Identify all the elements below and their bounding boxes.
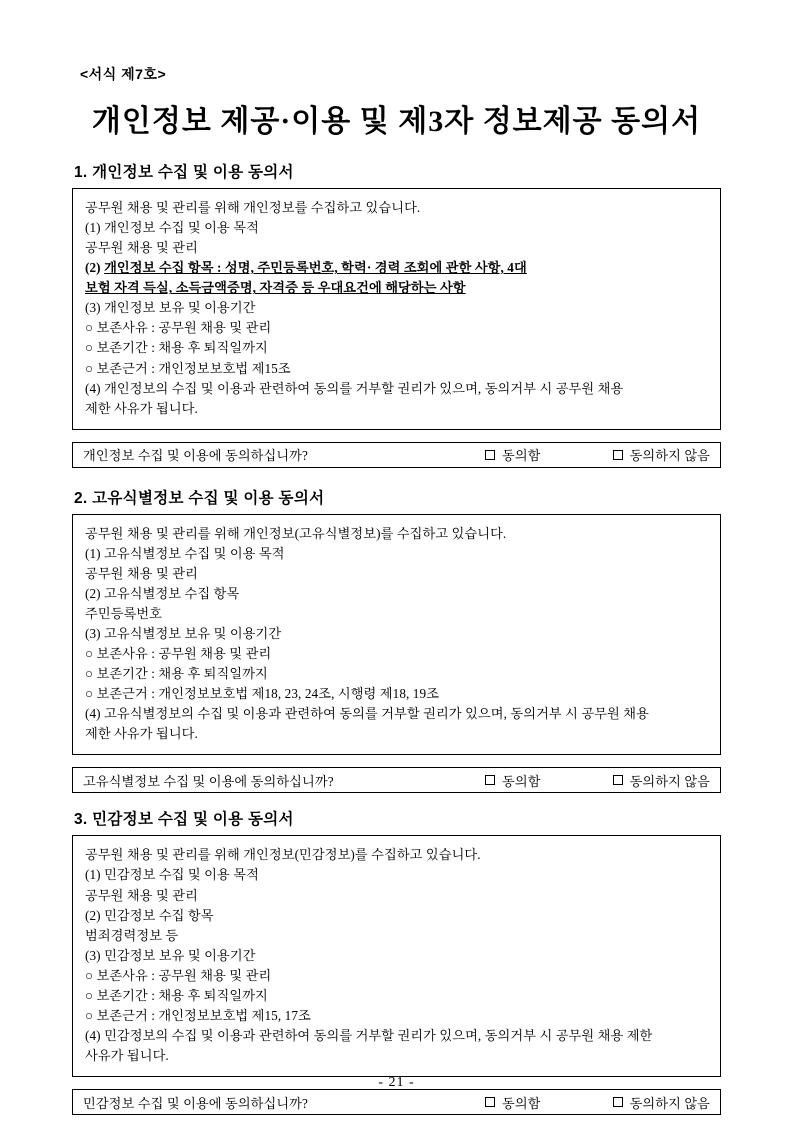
item-label: 고유식별정보의 수집 및 이용과 관련하여 동의를 거부할 권리가 있으며, 동의거부 시 공무원 채용 xyxy=(104,706,649,722)
item-2-2 xyxy=(85,584,708,604)
item-1-1 xyxy=(85,218,708,238)
item-1-3-bullet-2: ○ 보존기간 : 채용 후 퇴직일까지 xyxy=(85,340,268,356)
agree-bar-3 xyxy=(72,1089,721,1115)
section-heading-3: 3. 민감정보 수집 및 이용 동의서 xyxy=(74,811,294,829)
item-num: (4) xyxy=(85,380,101,396)
agree-option-no-label: 동의하지 않음 xyxy=(629,448,710,464)
item-1-3 xyxy=(85,298,708,318)
item-3-3-bullet-1: ○ 보존사유 : 공무원 채용 및 관리 xyxy=(85,967,272,983)
agree-option-yes-3[interactable] xyxy=(485,1093,541,1112)
item-3-4 xyxy=(85,1026,708,1046)
section-intro-3: 공무원 채용 및 관리를 위해 개인정보(민감정보)를 수집하고 있습니다. xyxy=(85,847,481,863)
agree-option-no-3[interactable] xyxy=(613,1093,710,1112)
item-num: (2) xyxy=(85,907,101,923)
agree-bar-2 xyxy=(72,767,721,793)
item-2-3-bullet-2: ○ 보존기간 : 채용 후 퇴직일까지 xyxy=(85,666,268,682)
item-1-3-bullet-1: ○ 보존사유 : 공무원 채용 및 관리 xyxy=(85,320,272,336)
checkbox-icon[interactable] xyxy=(485,1097,495,1107)
item-label: 개인정보 수집 항목 : 성명, 주민등록번호, 학력· 경력 조회에 관한 사항, 4대 xyxy=(104,260,527,276)
item-1-2-cont xyxy=(85,278,708,298)
item-1-3-bullet-3: ○ 보존근거 : 개인정보보호법 제15조 xyxy=(85,360,291,376)
page-title: 개인정보 제공·이용 및 제3자 정보제공 동의서 xyxy=(91,105,702,138)
agree-option-no-2[interactable] xyxy=(613,771,710,790)
item-2-3-bullet-1: ○ 보존사유 : 공무원 채용 및 관리 xyxy=(85,646,272,662)
item-2-1 xyxy=(85,544,708,564)
section-heading-1: 1. 개인정보 수집 및 이용 동의서 xyxy=(74,164,294,181)
item-label: 개인정보 보유 및 이용기간 xyxy=(104,300,256,316)
item-num: (3) xyxy=(85,947,101,963)
section-box-1 xyxy=(72,188,721,430)
item-3-1-body: 공무원 채용 및 관리 xyxy=(85,887,198,903)
section-intro-2: 공무원 채용 및 관리를 위해 개인정보(고유식별정보)를 수집하고 있습니다. xyxy=(85,525,507,541)
item-num: (1) xyxy=(85,867,101,883)
agree-question-3: 민감정보 수집 및 이용에 동의하십니까? xyxy=(83,1095,308,1111)
page-number: - 21 - xyxy=(378,1075,415,1090)
item-label: 고유식별정보 수집 및 이용 목적 xyxy=(104,545,285,561)
form-number: <서식 제7호> xyxy=(80,66,167,82)
item-num: (4) xyxy=(85,1027,101,1043)
item-1-4 xyxy=(85,379,708,399)
agree-option-yes-1[interactable] xyxy=(485,445,541,464)
checkbox-icon[interactable] xyxy=(485,450,495,460)
section-intro-1: 공무원 채용 및 관리를 위해 개인정보를 수집하고 있습니다. xyxy=(85,200,421,215)
item-3-1 xyxy=(85,865,708,885)
item-2-2-body: 주민등록번호 xyxy=(85,605,163,621)
section-box-3 xyxy=(72,835,721,1077)
checkbox-icon[interactable] xyxy=(485,775,495,785)
item-label: 고유식별정보 수집 항목 xyxy=(104,585,240,601)
checkbox-icon[interactable] xyxy=(613,450,623,460)
item-num: (3) xyxy=(85,626,101,641)
item-3-2 xyxy=(85,906,708,926)
section-box-2 xyxy=(72,514,721,756)
checkbox-icon[interactable] xyxy=(613,775,623,785)
section-heading-2: 2. 고유식별정보 수집 및 이용 동의서 xyxy=(74,489,325,507)
item-3-3-bullet-3: ○ 보존근거 : 개인정보보호법 제15, 17조 xyxy=(85,1007,311,1023)
item-3-2-body: 범죄경력정보 등 xyxy=(85,927,179,943)
item-num: (2) xyxy=(85,260,101,276)
item-label: 고유식별정보 보유 및 이용기간 xyxy=(104,626,282,641)
agree-option-yes-label: 동의함 xyxy=(502,773,541,789)
item-3-4-cont: 사유가 됩니다. xyxy=(85,1048,169,1063)
agree-question-2: 고유식별정보 수집 및 이용에 동의하십니까? xyxy=(83,773,334,789)
item-num: (2) xyxy=(85,585,101,601)
item-2-1-body: 공무원 채용 및 관리 xyxy=(85,565,198,581)
item-2-4 xyxy=(85,704,708,724)
agree-option-no-label: 동의하지 않음 xyxy=(629,1095,710,1111)
item-2-4-cont: 제한 사유가 됩니다. xyxy=(85,726,198,742)
agree-option-yes-2[interactable] xyxy=(485,771,541,790)
item-1-4-cont: 제한 사유가 됩니다. xyxy=(85,400,198,416)
item-1-1-body: 공무원 채용 및 관리 xyxy=(85,240,198,256)
item-num: (4) xyxy=(85,706,101,722)
agree-bar-1 xyxy=(72,442,721,468)
agree-question-1: 개인정보 수집 및 이용에 동의하십니까? xyxy=(83,448,308,464)
agree-option-no-1[interactable] xyxy=(613,445,710,464)
item-label-2: 보험 자격 득실, 소득금액증명, 자격증 등 우대요건에 해당하는 사항 xyxy=(85,280,466,296)
item-3-3 xyxy=(85,946,708,966)
item-label: 개인정보 수집 및 이용 목적 xyxy=(104,220,259,236)
item-label: 민감정보 수집 및 이용 목적 xyxy=(104,867,259,883)
checkbox-icon[interactable] xyxy=(613,1097,623,1107)
agree-option-no-label: 동의하지 않음 xyxy=(629,773,710,789)
agree-option-yes-label: 동의함 xyxy=(502,448,541,464)
item-3-3-bullet-2: ○ 보존기간 : 채용 후 퇴직일까지 xyxy=(85,987,268,1003)
item-2-3 xyxy=(85,624,708,644)
item-label: 민감정보의 수집 및 이용과 관련하여 동의를 거부할 권리가 있으며, 동의거부 시 공무원 채용 제한 xyxy=(104,1027,653,1043)
item-label: 민감정보 보유 및 이용기간 xyxy=(104,947,256,963)
item-num: (3) xyxy=(85,300,101,316)
agree-option-yes-label: 동의함 xyxy=(502,1095,541,1111)
item-2-3-bullet-3: ○ 보존근거 : 개인정보보호법 제18, 23, 24조, 시행령 제18, 19조 xyxy=(85,686,440,702)
item-num: (1) xyxy=(85,220,101,236)
item-label: 민감정보 수집 항목 xyxy=(104,907,214,923)
item-num: (1) xyxy=(85,545,101,561)
item-label: 개인정보의 수집 및 이용과 관련하여 동의를 거부할 권리가 있으며, 동의거부 시 공무원 채용 xyxy=(104,380,624,396)
item-1-2 xyxy=(85,258,708,278)
